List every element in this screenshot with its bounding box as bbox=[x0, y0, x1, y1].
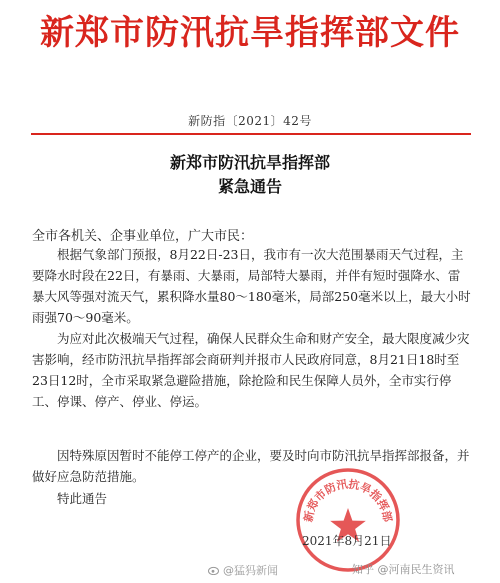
notice-paragraph bbox=[32, 328, 472, 412]
weibo-icon bbox=[208, 566, 220, 575]
paragraph-text: 因特殊原因暂时不能停工停产的企业，要及时向市防汛抗旱指挥部报备，并做好应急防范措施。 bbox=[32, 448, 470, 484]
paragraph-text: 根据气象部门预报，8月22日-23日，我市有一次大范围暴雨天气过程，主要降水时段在22日，有暴雨、大暴雨，局部特大暴雨，并伴有短时强降水、雷暴大风等强对流天气，累积降水量80～180毫米，局部250毫米以上，最大小时雨强70～90毫米。 bbox=[32, 247, 471, 325]
paragraph-text: 为应对此次极端天气过程，确保人民群众生命和财产安全，最大限度减少灾害影响，经市防汛抗旱指挥部会商研判并报市人民政府同意，8月21日18时至23日12时，全市采取紧急避险措施，除抢险和民生保障人员外，全市实行停工、停课、停产、停业、停运。 bbox=[32, 331, 470, 409]
notice-date: 2021年8月21日 bbox=[302, 534, 392, 548]
notice-paragraph bbox=[32, 445, 472, 487]
notice-paragraph bbox=[32, 244, 472, 328]
document-header-title: 新郑市防汛抗旱指挥部文件 bbox=[40, 13, 460, 53]
watermark-left bbox=[208, 562, 278, 578]
svg-text:新郑市防汛抗旱指挥部: 新郑市防汛抗旱指挥部 bbox=[301, 477, 395, 524]
notice-title-line2: 紧急通告 bbox=[217, 177, 282, 196]
document-number: 新防指〔2021〕42号 bbox=[188, 114, 312, 128]
watermark-right: 知乎 @河南民生资讯 bbox=[352, 563, 455, 576]
watermark-left-text: @猛犸新闻 bbox=[223, 564, 278, 577]
notice-title-line1: 新郑市防汛抗旱指挥部 bbox=[169, 153, 330, 172]
notice-salutation: 全市各机关、企事业单位，广大市民： bbox=[32, 229, 254, 244]
notice-closing: 特此通告 bbox=[57, 491, 108, 506]
official-seal-icon bbox=[294, 466, 402, 574]
red-divider-line bbox=[31, 133, 471, 135]
